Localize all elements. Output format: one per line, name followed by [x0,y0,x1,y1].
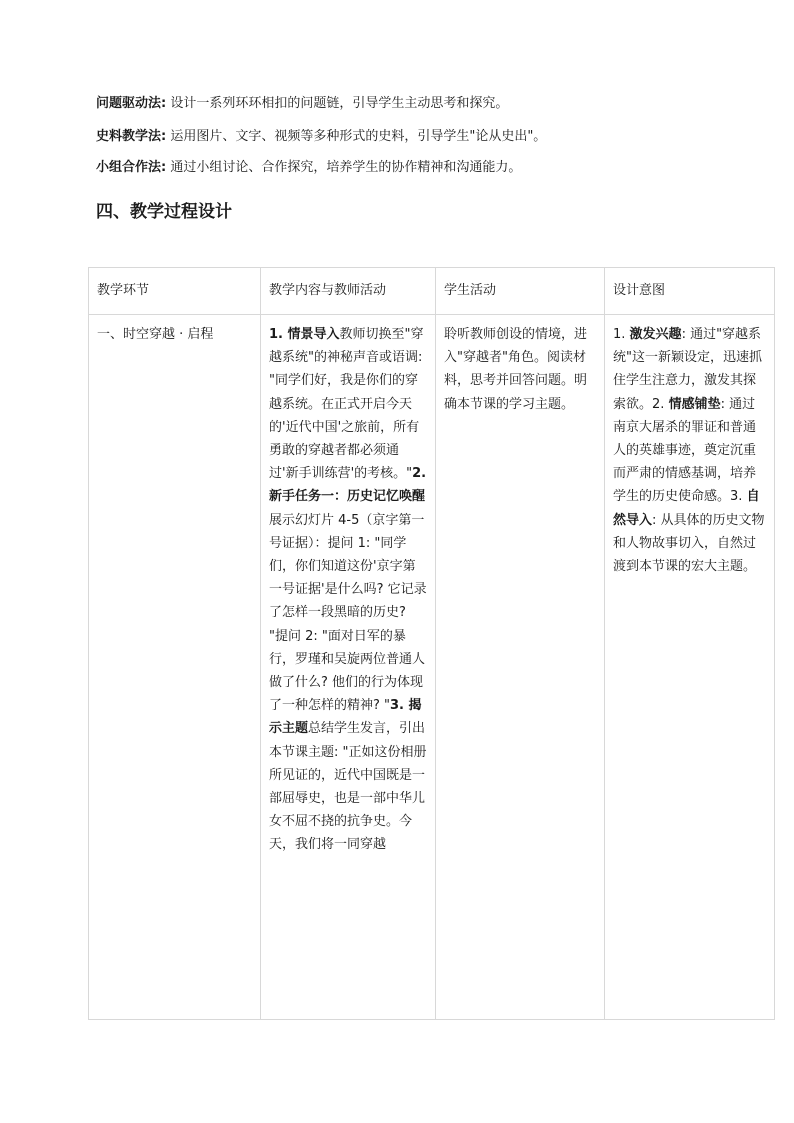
method-label: 小组合作法: [96,160,167,175]
header-stage: 教学环节 [89,268,261,315]
teacher-step-2-title: 2. 新手任务一：历史记忆唤醒 [269,466,427,505]
intent-2-number: 2. [652,396,669,412]
header-teacher-activity: 教学内容与教师活动 [261,268,436,315]
cell-design-intent [605,315,775,1020]
teacher-step-1-title: 1. 情景导入 [269,327,340,342]
intent-3-number: 3. [730,489,747,505]
method-source-teaching [96,127,546,147]
teacher-step-1-text: 教师切换至"穿越系统"的神秘声音或语调: "同学们好，我是你们的穿越系统。在正式开启今天的'近代中国'之旅前，所有勇敢的穿越者都必须通过'新手训练营'的考核。" [269,327,424,482]
method-text: 运用图片、文字、视频等多种形式的史料，引导学生"论从史出"。 [170,129,547,144]
intent-3-text: : 从具体的历史文物和人物故事切入，自然过渡到本节课的宏大主题。 [613,512,765,575]
method-text: 通过小组讨论、合作探究，培养学生的协作精神和沟通能力。 [170,160,522,175]
intent-2-text: : 通过南京大屠杀的罪证和普通人的英雄事迹，奠定沉重而严肃的情感基调，培养学生的历史使命感。 [613,396,757,505]
teacher-step-2-text: 展示幻灯片 4-5（京字第一号证据）：提问 1: "同学们，你们知道这份'京字第一号证据'是什么吗? 它记录了怎样一段黑暗的历史? "提问 2: "面对日军的暴行，罗瑾和吴旋两位普通人做了什么? 他们的行为体现了一种怎样的精神? " [269,512,427,714]
intent-1-text: : 通过"穿越系统"这一新颖设定，迅速抓住学生注意力，激发其探索欲。 [613,327,762,412]
section-title: 四、教学过程设计 [96,202,232,222]
method-text: 设计一系列环环相扣的问题链，引导学生主动思考和探究。 [170,96,509,111]
method-label: 问题驱动法: [96,96,167,111]
header-design-intent: 设计意图 [605,268,775,315]
cell-student-activity: 聆听教师创设的情境，进入"穿越者"角色。阅读材料，思考并回答问题。明确本节课的学习主题。 [436,315,605,1020]
intent-2-title: 情感铺垫 [668,396,721,412]
table-header-row [89,268,775,315]
teacher-step-3-title: 3. 揭示主题 [269,698,422,737]
header-student-activity: 学生活动 [436,268,605,315]
method-group-cooperation [96,158,521,178]
teaching-process-table [88,267,775,1020]
intent-1-number: 1. [613,327,630,342]
method-problem-driven [96,94,508,114]
table-row [89,315,775,1020]
intent-1-title: 激发兴趣 [629,327,682,342]
method-label: 史料教学法: [96,129,167,144]
teacher-step-3-text: 总结学生发言，引出本节课主题: "正如这份相册所见证的，近代中国既是一部屈辱史，也是一部中华儿女不屈不挠的抗争史。今天，我们将一同穿越 [269,721,427,853]
cell-stage: 一、时空穿越 · 启程 [89,315,261,1020]
cell-teacher-activity [261,315,436,1020]
intent-3-title: 自然导入 [613,489,760,528]
